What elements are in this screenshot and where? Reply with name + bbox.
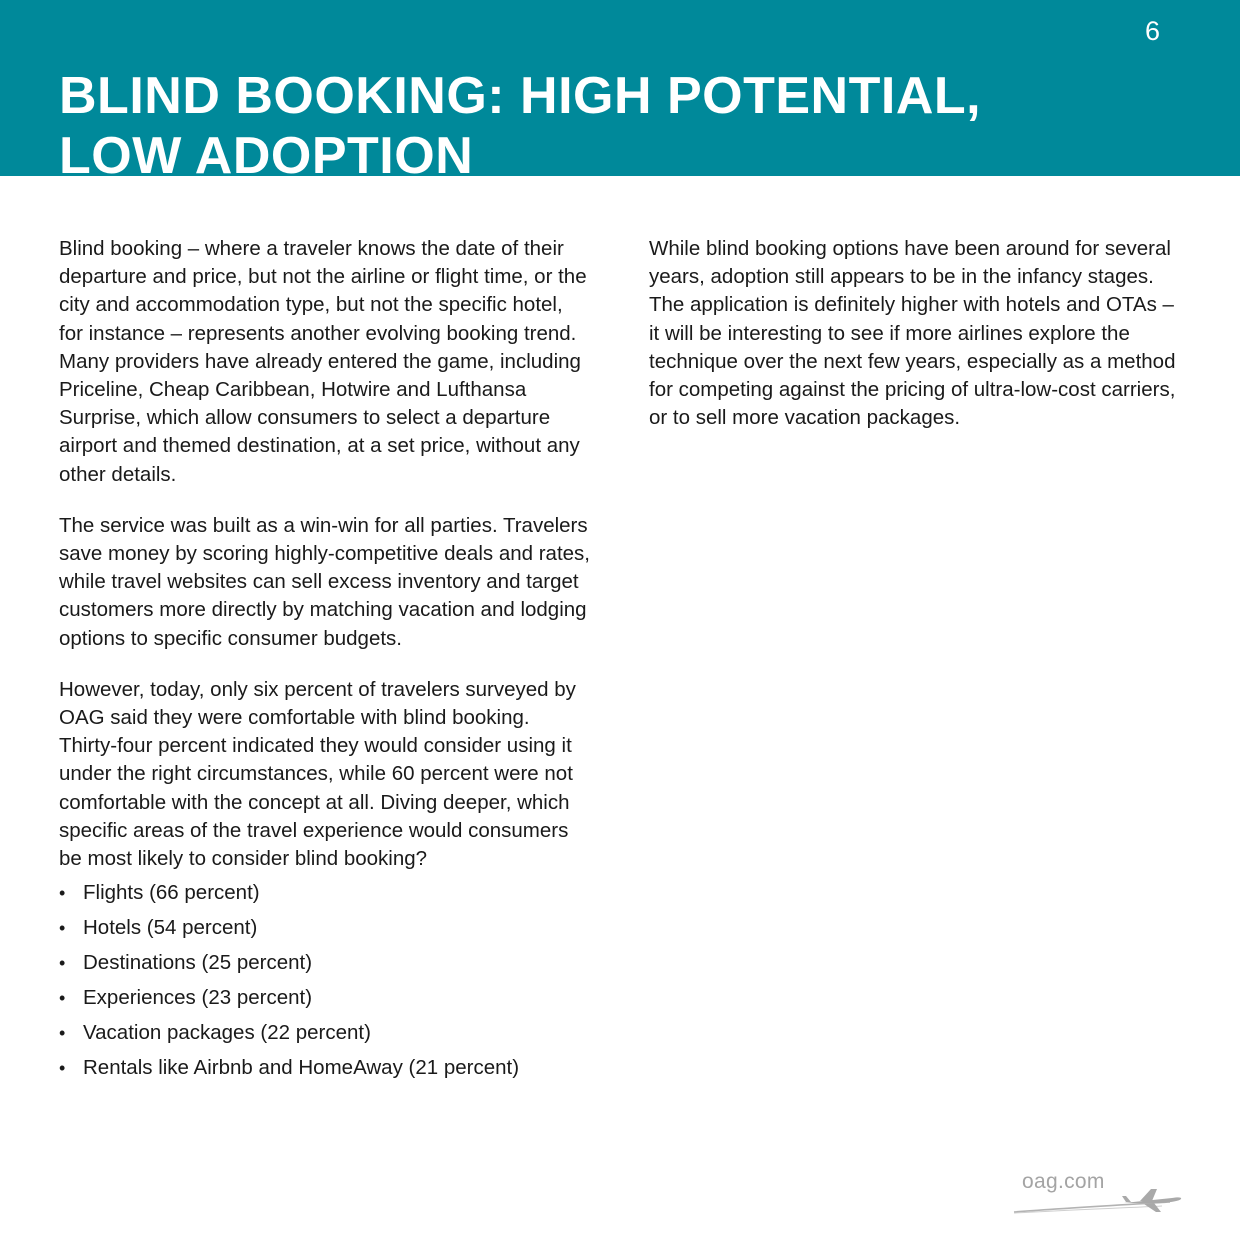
paragraph: The service was built as a win-win for all parties. Travelers save money by scoring highly-competitive deals and rates, while travel websites can sell excess inventory and target customers more directly by matching vacation and lodging options to specific consumer budgets.: [59, 513, 590, 650]
paragraph: However, today, only six percent of travelers surveyed by OAG said they were comfortable with blind booking. Thirty-four percent indicated they would consider using it under the right circumstances, while 60 percent were not comfortable with the concept at all. Diving deeper, which specific areas of the travel experience would consumers be most likely to consider blind booking?: [59, 677, 576, 871]
bullet-icon: •: [59, 883, 66, 904]
page-number: 6: [1144, 16, 1160, 46]
page-title: [59, 66, 1059, 176]
list-item-text: Rentals like Airbnb and HomeAway (21 percent): [83, 1056, 520, 1080]
bullet-icon: •: [59, 988, 66, 1009]
list-item: [59, 879, 591, 907]
bullet-icon: •: [59, 953, 66, 974]
bullet-list: [59, 879, 591, 1082]
list-item: [59, 984, 591, 1012]
list-item: [59, 1054, 591, 1082]
list-item-text: Experiences (23 percent): [83, 986, 313, 1010]
list-item-text: Flights (66 percent): [83, 881, 260, 905]
list-item-text: Vacation packages (22 percent): [83, 1021, 371, 1045]
title-line-2: LOW ADOPTION: [59, 127, 474, 176]
list-item: [59, 949, 591, 977]
bullet-icon: •: [59, 1058, 66, 1079]
left-column: [59, 235, 591, 1089]
airplane-icon: [1012, 1186, 1187, 1220]
bullet-icon: •: [59, 918, 66, 939]
paragraph: Blind booking – where a traveler knows the date of their departure and price, but not the airline or flight time, or the city and accommodation type, but not the specific hotel, for instance – represents another evolving booking trend. Many providers have already entered the game, including Priceline, Cheap Caribbean, Hotwire and Lufthansa Surprise, which allow consumers to select a departure airport and themed destination, at a set price, without any other details.: [59, 237, 587, 486]
list-item-text: Hotels (54 percent): [83, 916, 258, 940]
logo-text: oag.com: [1022, 1170, 1105, 1193]
header-banner: [0, 0, 1240, 176]
oag-logo[interactable]: [1012, 1170, 1187, 1220]
bullet-icon: •: [59, 1023, 66, 1044]
title-line-1: BLIND BOOKING: HIGH POTENTIAL,: [59, 67, 982, 125]
list-item: [59, 914, 591, 942]
list-item: [59, 1019, 591, 1047]
list-item-text: Destinations (25 percent): [83, 951, 313, 975]
right-column: [649, 235, 1179, 455]
paragraph: While blind booking options have been around for several years, adoption still appears to be in the infancy stages. The application is definitely higher with hotels and OTAs – it will be interesting to see if more airlines explore the technique over the next few years, especially as a method for competing against the pricing of ultra-low-cost carriers, or to sell more vacation packages.: [649, 237, 1176, 430]
